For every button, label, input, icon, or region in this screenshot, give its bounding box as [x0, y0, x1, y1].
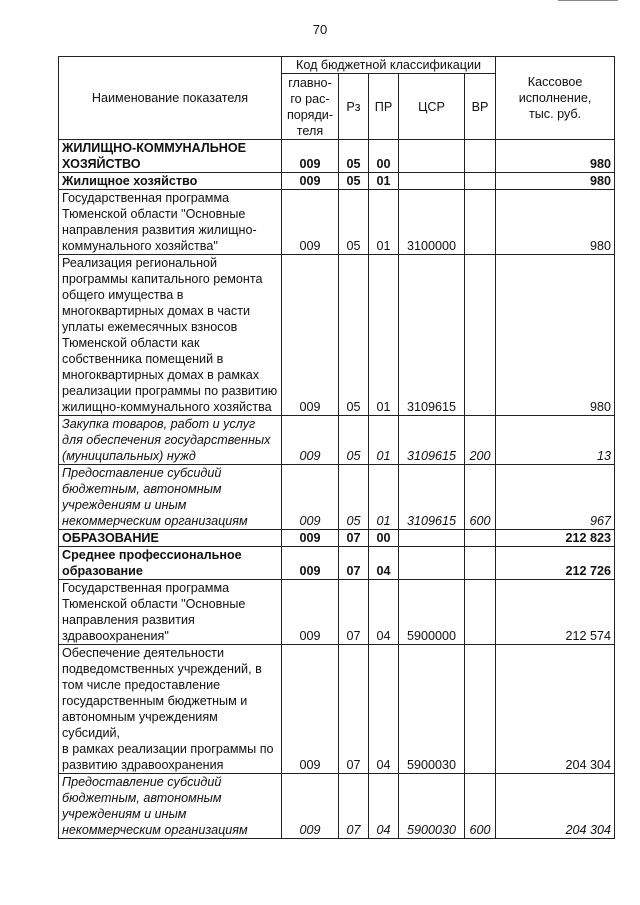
table-row	[59, 416, 615, 465]
row-vr	[465, 580, 496, 645]
row-amount: 212 823	[496, 530, 615, 547]
row-pr: 01	[369, 465, 399, 530]
row-pr: 04	[369, 547, 399, 580]
table-row	[59, 774, 615, 839]
row-manager: 009	[282, 530, 339, 547]
row-amount: 204 304	[496, 774, 615, 839]
header-name: Наименование показателя	[59, 57, 282, 140]
row-vr	[465, 530, 496, 547]
row-pr: 00	[369, 140, 399, 173]
row-manager: 009	[282, 255, 339, 416]
row-amount: 13	[496, 416, 615, 465]
row-name: ОБРАЗОВАНИЕ	[59, 530, 282, 547]
header-amount: Кассовое исполнение, тыс. руб.	[496, 57, 615, 140]
table-row	[59, 140, 615, 173]
row-csr: 5900030	[399, 645, 465, 774]
row-manager: 009	[282, 547, 339, 580]
row-pr: 04	[369, 774, 399, 839]
row-vr: 600	[465, 465, 496, 530]
row-rz: 07	[339, 580, 369, 645]
row-name: Закупка товаров, работ и услуг для обеспечения государственных (муниципальных) нужд	[59, 416, 282, 465]
row-csr	[399, 173, 465, 190]
row-rz: 05	[339, 190, 369, 255]
row-name: Обеспечение деятельности подведомственных учреждений, в том числе предоставление государственным бюджетным и автономным учреждениям субсидий, в рамках реализации программы по развитию здравоохранения	[59, 645, 282, 774]
page-number: 70	[312, 22, 328, 37]
row-pr: 01	[369, 173, 399, 190]
row-rz: 07	[339, 530, 369, 547]
row-rz: 05	[339, 255, 369, 416]
row-manager: 009	[282, 465, 339, 530]
row-name: Жилищное хозяйство	[59, 173, 282, 190]
header-csr: ЦСР	[399, 74, 465, 140]
row-rz: 05	[339, 140, 369, 173]
row-rz: 05	[339, 465, 369, 530]
row-csr: 3109615	[399, 416, 465, 465]
row-manager: 009	[282, 173, 339, 190]
table-row	[59, 547, 615, 580]
budget-execution-table	[58, 56, 615, 839]
row-rz: 07	[339, 645, 369, 774]
top-edge-mark	[558, 0, 618, 1]
table-row	[59, 645, 615, 774]
row-rz: 07	[339, 547, 369, 580]
header-pr: ПР	[369, 74, 399, 140]
row-pr: 00	[369, 530, 399, 547]
row-name: Государственная программа Тюменской области "Основные направления развития здравоохранения"	[59, 580, 282, 645]
row-csr	[399, 530, 465, 547]
header-vr: ВР	[465, 74, 496, 140]
row-name: Государственная программа Тюменской области "Основные направления развития жилищно- коммунального хозяйства"	[59, 190, 282, 255]
row-amount: 212 574	[496, 580, 615, 645]
row-amount: 212 726	[496, 547, 615, 580]
row-manager: 009	[282, 190, 339, 255]
row-pr: 04	[369, 580, 399, 645]
row-pr: 01	[369, 416, 399, 465]
row-name: Среднее профессиональное образование	[59, 547, 282, 580]
row-csr: 3109615	[399, 255, 465, 416]
table-row	[59, 580, 615, 645]
table-row	[59, 530, 615, 547]
table-row	[59, 255, 615, 416]
row-csr	[399, 547, 465, 580]
header-manager: главно- го рас- поряди- теля	[282, 74, 339, 140]
row-csr	[399, 140, 465, 173]
row-pr: 01	[369, 255, 399, 416]
row-name: Реализация региональной программы капитального ремонта общего имущества в многоквартирных домах в части уплаты ежемесячных взносов Тюменской области как собственника помещений в многоквартирных домах в рамках реализации программы по развитию жилищно-коммунального хозяйства	[59, 255, 282, 416]
row-amount: 980	[496, 255, 615, 416]
row-csr: 5900030	[399, 774, 465, 839]
table-row	[59, 190, 615, 255]
row-amount: 980	[496, 140, 615, 173]
row-vr	[465, 173, 496, 190]
row-manager: 009	[282, 140, 339, 173]
row-rz: 05	[339, 173, 369, 190]
row-manager: 009	[282, 645, 339, 774]
row-amount: 980	[496, 190, 615, 255]
row-vr	[465, 645, 496, 774]
row-vr	[465, 255, 496, 416]
row-name: ЖИЛИЩНО-КОММУНАЛЬНОЕ ХОЗЯЙСТВО	[59, 140, 282, 173]
row-vr: 600	[465, 774, 496, 839]
row-manager: 009	[282, 774, 339, 839]
row-pr: 01	[369, 190, 399, 255]
header-code-group: Код бюджетной классификации	[282, 57, 496, 74]
row-pr: 04	[369, 645, 399, 774]
row-manager: 009	[282, 416, 339, 465]
row-amount: 980	[496, 173, 615, 190]
row-name: Предоставление субсидий бюджетным, автономным учреждениям и иным некоммерческим организациям	[59, 774, 282, 839]
row-vr	[465, 140, 496, 173]
row-vr	[465, 547, 496, 580]
row-name: Предоставление субсидий бюджетным, автономным учреждениям и иным некоммерческим организациям	[59, 465, 282, 530]
row-vr	[465, 190, 496, 255]
header-rz: Рз	[339, 74, 369, 140]
row-rz: 05	[339, 416, 369, 465]
row-amount: 967	[496, 465, 615, 530]
row-csr: 3100000	[399, 190, 465, 255]
row-csr: 5900000	[399, 580, 465, 645]
row-vr: 200	[465, 416, 496, 465]
row-manager: 009	[282, 580, 339, 645]
row-rz: 07	[339, 774, 369, 839]
row-csr: 3109615	[399, 465, 465, 530]
table-row	[59, 173, 615, 190]
table-row	[59, 465, 615, 530]
row-amount: 204 304	[496, 645, 615, 774]
